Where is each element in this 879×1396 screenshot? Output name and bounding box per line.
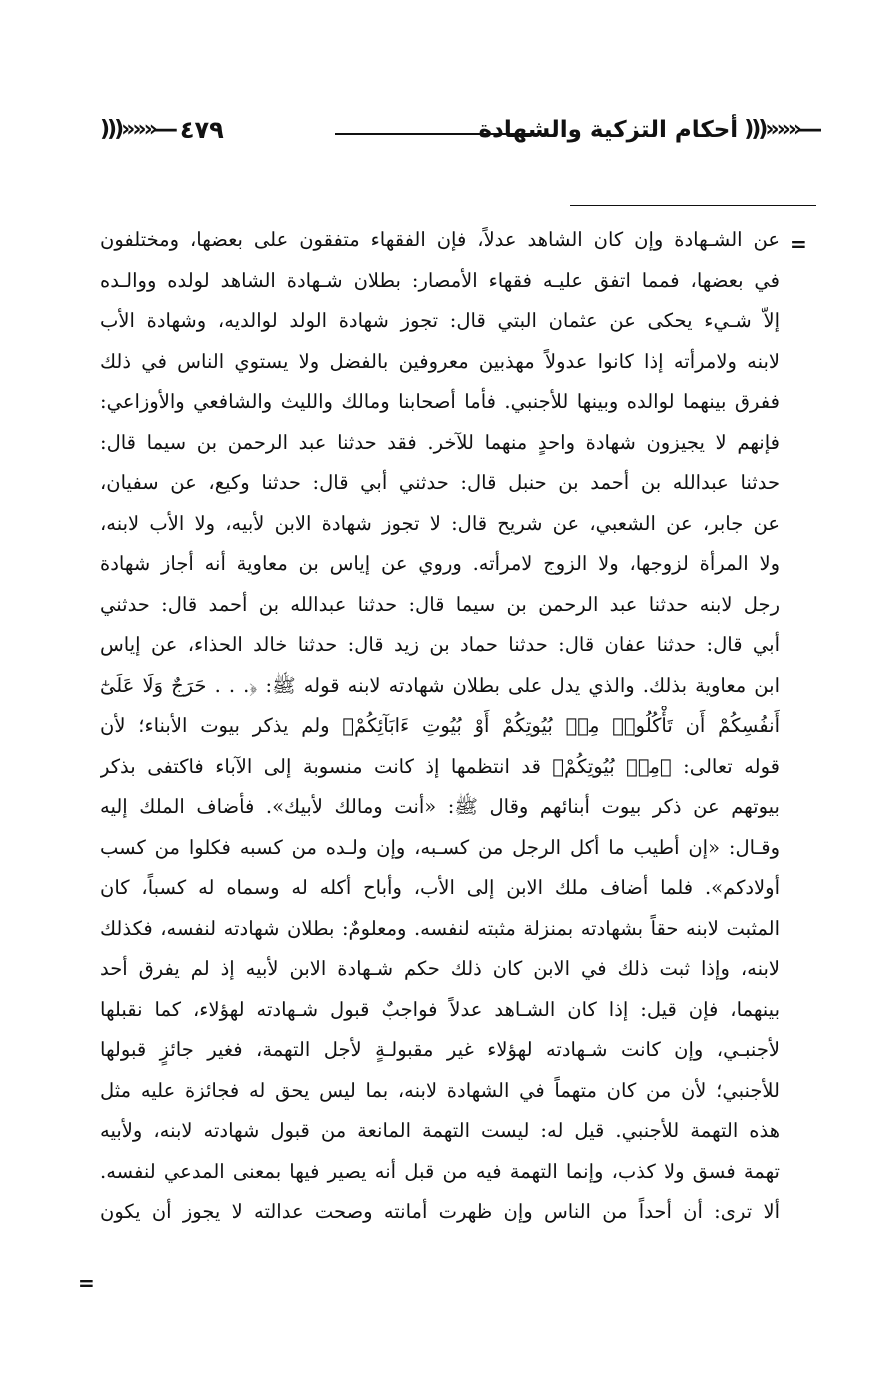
header-page-group [100, 110, 230, 150]
text-line: بينهما، فإن قيل: إذا كان الشـاهد عدلاً فواجبٌ قبول شـهادته لهؤلاء، كما نقبلها [100, 997, 780, 1021]
text-line: ابن معاوية بذلك. والذي يدل على بطلان شهادته لابنه قوله ﷺ: ﴿. . . حَرَجٌ وَلَا عَلَىٰٓ [100, 673, 780, 697]
header-ornament-left: )))»»»― [100, 117, 174, 142]
text-line: ألا ترى: أن أحداً من الناس وإن ظهرت أمانته وصحت عدالته لا يجوز أن يكون [100, 1200, 780, 1223]
text-line: وقـال: «إن أطيب ما أكل الرجل من كسـبه، وإن ولـده من كسبه فكلوا من كسب [100, 835, 780, 859]
text-line: عن الشـهادة وإن كان الشاهد عدلاً، فإن الفقهاء متفقون على بعضها، ومختلفون [100, 228, 780, 251]
footnote-end-mark: = [78, 1271, 95, 1295]
text-line: حدثنا عبدالله بن أحمد بن حنبل قال: حدثني أبي قال: حدثنا وكيع، عن سفيان، [100, 471, 780, 494]
text-line: للأجنبي؛ لأن من كان متهماً في الشهادة لابنه، بما ليس يحق له فجائزة عليه مثل [100, 1078, 780, 1102]
text-line: هذه التهمة للأجنبي. قيل له: ليست التهمة المانعة من قبول شهادته لابنه، ولأبيه [100, 1119, 780, 1142]
text-line: لأجنبـي، وإن كانت شـهادته لهؤلاء غير مقبولـةٍ لأجل التهمة، فغير جائزٍ قبولها [100, 1038, 780, 1061]
header-ornament-right: ―«««((( [744, 117, 818, 142]
text-line: أبي قال: حدثنا عفان قال: حدثنا حماد بن زيد قال: حدثنا خالد الحذاء، عن إياس [100, 633, 780, 656]
text-line: إلاّ شـيء يحكى عن عثمان البتي قال: تجوز شهادة الولد لوالديه، وشهادة الأب [100, 309, 780, 332]
text-line: رجل لابنه حدثنا عبد الرحمن بن سيما قال: حدثنا عبدالله بن أحمد قال: حدثني [100, 592, 780, 616]
header-title-group [472, 110, 818, 150]
text-line: في بعضها، فمما اتفق عليـه فقهاء الأمصار: بطلان شـهادة الشاهد لولده ووالـده [100, 268, 780, 292]
text-line: أَنفُسِكُمْ أَن تَأْكُلُوا۟ مِنۢ بُيُوتِكُمْ أَوْ بُيُوتِ ءَابَآئِكُمْ﴾ ولم يذكر بيوت الأبناء؛ لأن [100, 714, 780, 737]
text-line: أولادكم». فلما أضاف ملك الابن إلى الأب، وأباح أكله له وسماه له كسباً، كان [100, 876, 780, 899]
header-rule [335, 133, 548, 135]
running-header [100, 110, 818, 150]
text-line: المثبت لابنه حقاً بشهادته بمنزلة مثبته لنفسه. ومعلومٌ: بطلان شهادته لنفسه، فكذلك [100, 916, 780, 940]
text-line: فإنهم لا يجيزون شهادة واحدٍ منهما للآخر. فقد حدثنا عبد الرحمن بن سيما قال: [100, 430, 780, 454]
text-line: لابنه ولامرأته إذا كانوا عدولاً مهذبين معروفين بالفضل ولا يستوي الناس في ذلك [100, 349, 780, 373]
text-line: عن جابر، عن الشعبي، عن شريح قال: لا تجوز شهادة الابن لأبيه، ولا الأب لابنه، [100, 511, 780, 535]
page-number: ٤٧٩ [179, 116, 224, 144]
text-line: بيوتهم عن ذكر بيوت أبنائهم وقال ﷺ: «أنت ومالك لأبيك». فأضاف الملك إليه [100, 795, 780, 818]
footnote-separator [570, 205, 816, 206]
text-line: ولا المرأة لزوجها، ولا الزوج لامرأته. وروي عن إياس بن معاوية أنه أجاز شهادة [100, 552, 780, 575]
header-title: أحكام التزكية والشهادة [478, 117, 739, 143]
text-line: تهمة فسق ولا كذب، وإنما التهمة فيه من قبل أنه يصير فيها بمعنى المدعي لنفسه. [100, 1159, 780, 1183]
text-line: قوله تعالى: ﴿مِنۢ بُيُوتِكُمْ﴾ قد انتظمها إذ كانت منسوبة إلى الآباء فاكتفى بذكر [100, 754, 780, 778]
text-line: ففرق بينهما لوالده وبينها للأجنبي. فأما أصحابنا ومالك والليث والشافعي والأوزاعي: [100, 390, 780, 413]
footnote-text [100, 220, 780, 1233]
footnote-continuation-mark: = [790, 232, 807, 256]
text-line: لابنه، وإذا ثبت ذلك في الابن كان ذلك حكم شـهادة الابن لأبيه إذ لم يفرق أحد [100, 957, 780, 980]
